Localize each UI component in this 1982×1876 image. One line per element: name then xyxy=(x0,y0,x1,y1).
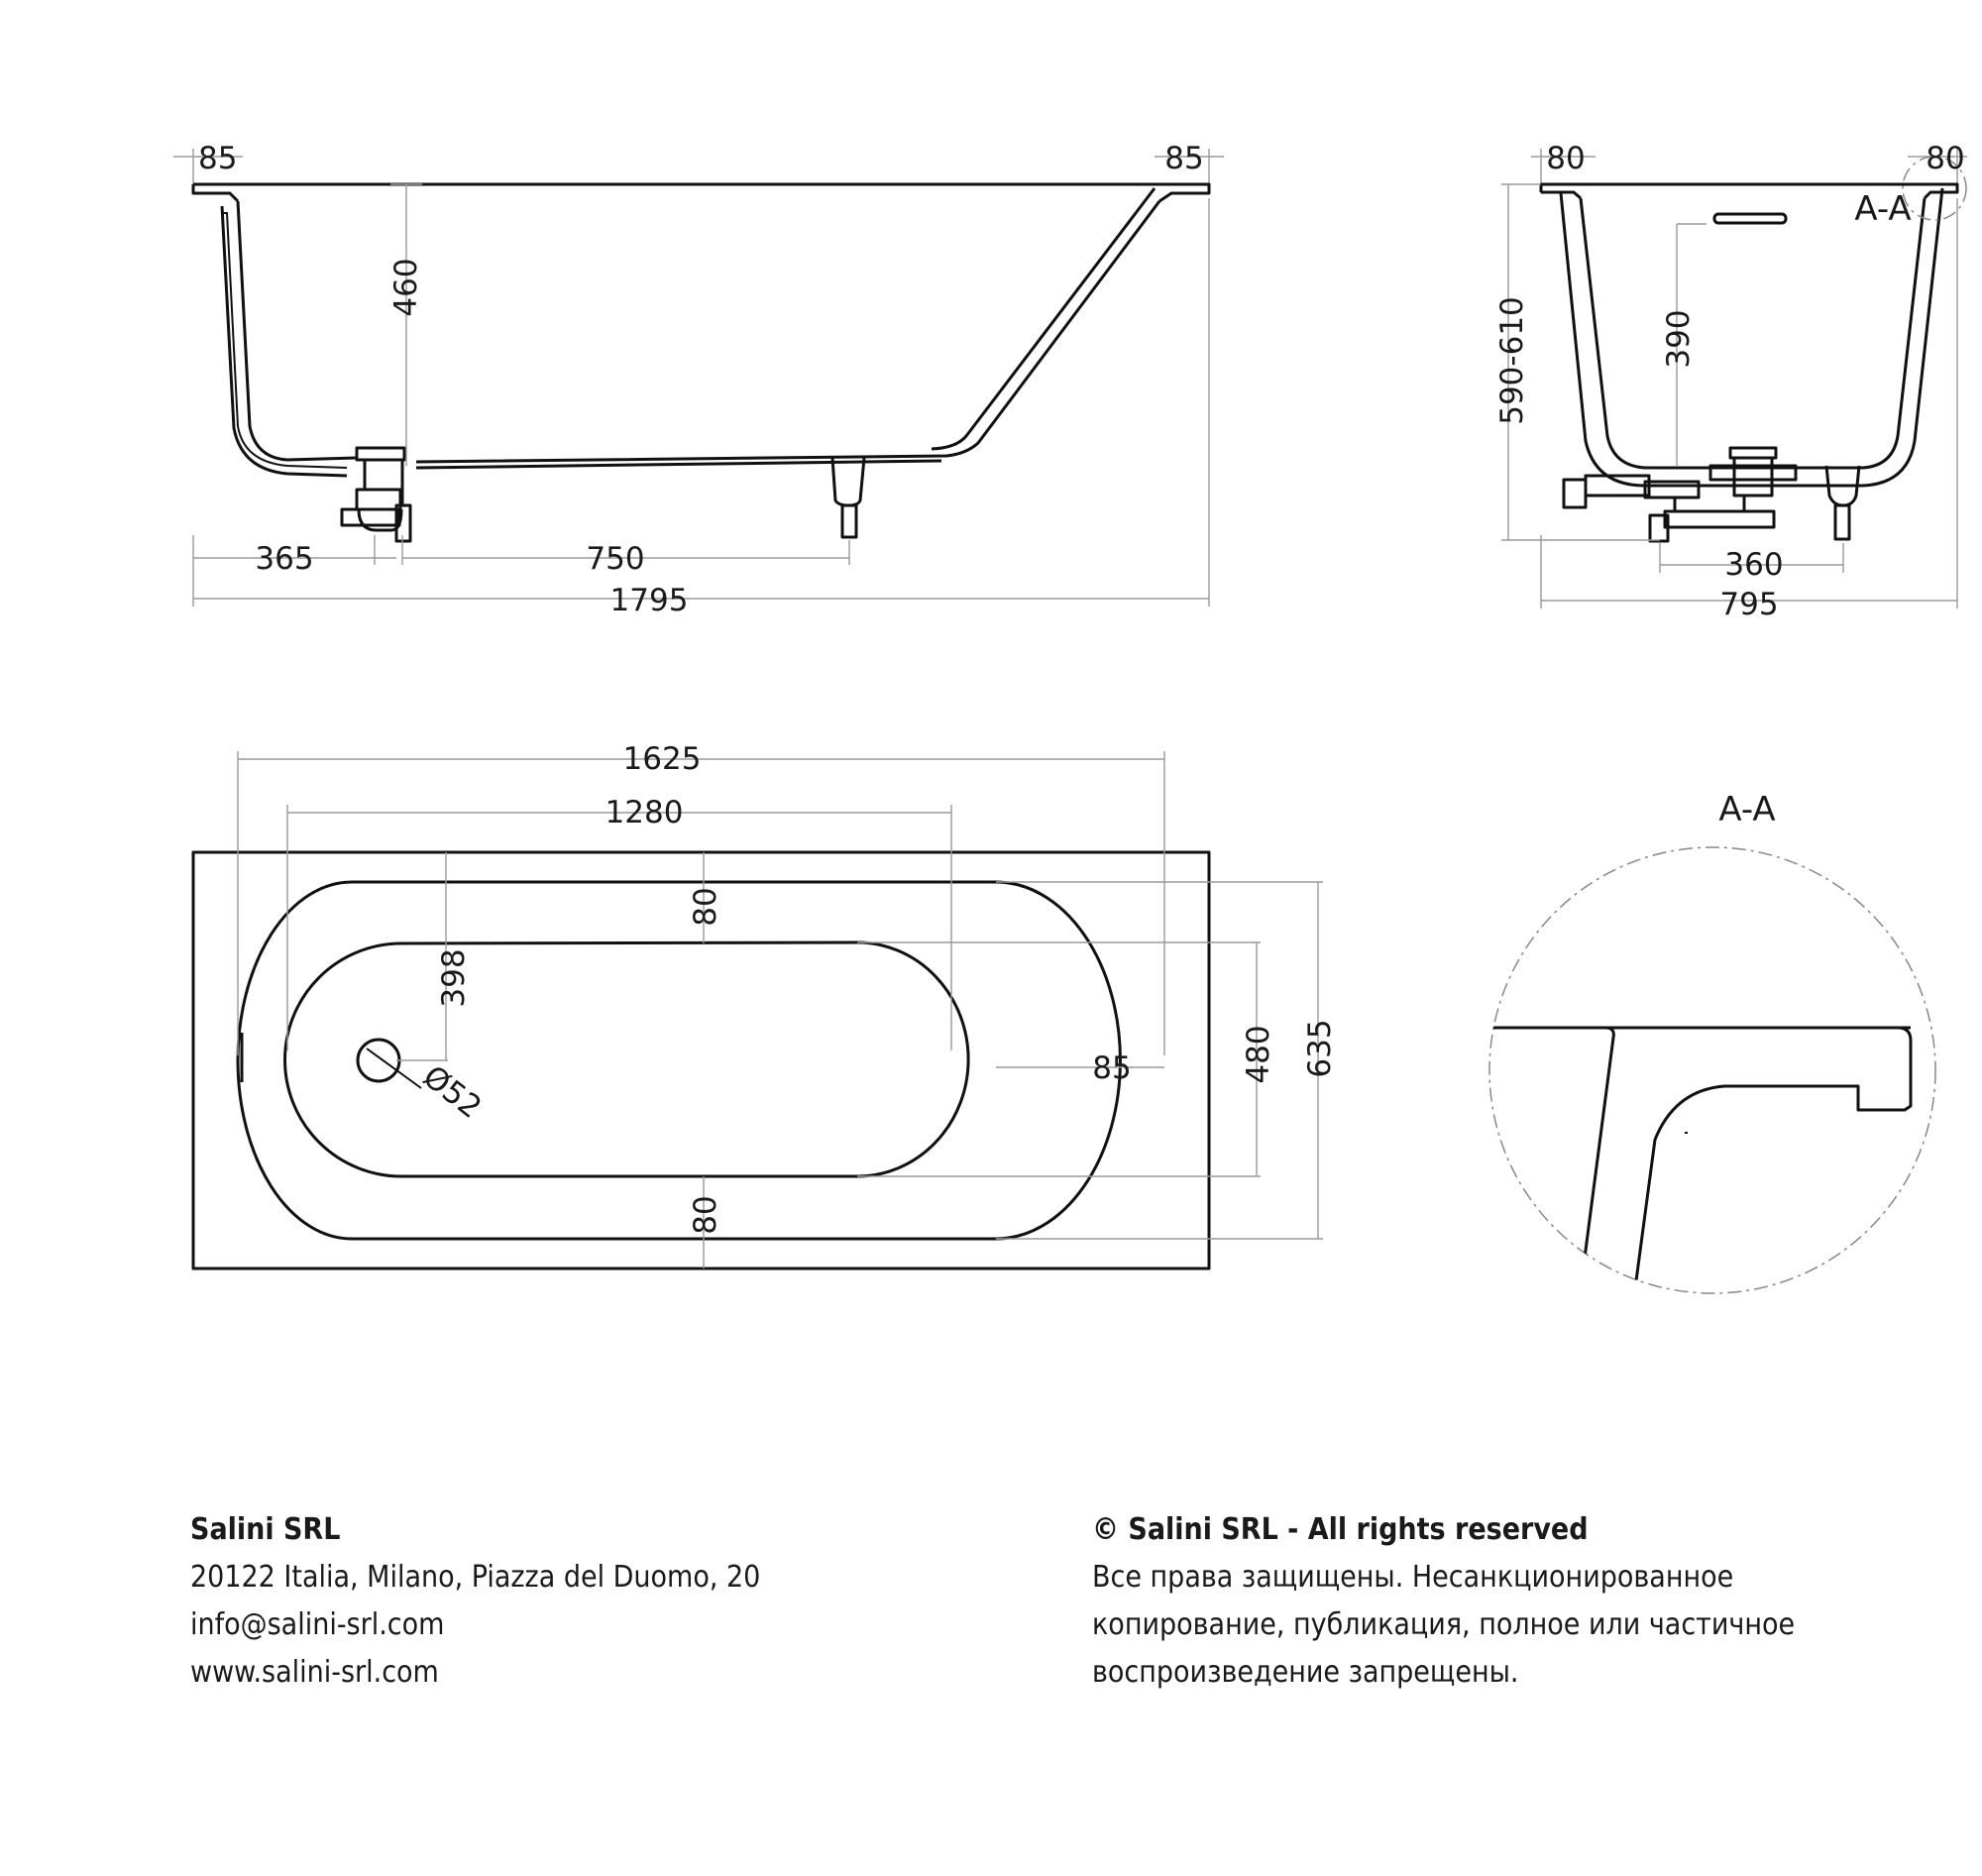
side-right-rim-dim: 85 xyxy=(1164,141,1204,176)
top-drain-offset-dim: 398 xyxy=(436,948,472,1008)
end-leg-spacing-dim: 360 xyxy=(1724,547,1784,583)
side-view xyxy=(173,141,1224,618)
side-total-length-dim: 1795 xyxy=(609,583,689,618)
top-inner-bowl-length-dim: 1280 xyxy=(605,795,684,830)
side-depth-dim: 460 xyxy=(388,258,424,317)
copyright-heading: © Salini SRL - All rights reserved xyxy=(1092,1512,1589,1547)
company-email[interactable]: info@salini-srl.com xyxy=(190,1607,445,1642)
company-address: 20122 Italia, Milano, Piazza del Duomo, 20 xyxy=(190,1560,761,1595)
top-outer-bowl-width-dim: 635 xyxy=(1302,1019,1338,1078)
top-drain-diameter-dim: Ø52 xyxy=(415,1058,489,1126)
top-outer-bowl-length-dim: 1625 xyxy=(622,741,702,777)
copyright-line-3: воспроизведение запрещены. xyxy=(1092,1655,1519,1690)
copyright-line-1: Все права защищены. Несанкционированное xyxy=(1092,1560,1734,1595)
end-total-width-dim: 795 xyxy=(1719,587,1779,622)
top-bottom-rim-dim: 80 xyxy=(688,1195,723,1235)
company-name: Salini SRL xyxy=(190,1512,341,1547)
company-info xyxy=(190,1506,760,1697)
side-drain-offset-dim: 365 xyxy=(255,541,314,577)
top-inner-width-dim: 480 xyxy=(1241,1025,1276,1084)
copyright-line-2: копирование, публикация, полное или частичное xyxy=(1092,1607,1796,1642)
end-view xyxy=(1494,141,1967,622)
top-end-rim-dim: 85 xyxy=(1092,1050,1132,1086)
end-left-rim-dim: 80 xyxy=(1546,141,1586,176)
end-depth-dim: 390 xyxy=(1661,309,1697,369)
top-view xyxy=(193,741,1338,1269)
side-left-rim-dim: 85 xyxy=(198,141,238,176)
company-website[interactable]: www.salini-srl.com xyxy=(190,1655,439,1690)
side-leg-spacing-dim: 750 xyxy=(586,541,645,577)
detail-view xyxy=(1486,790,1935,1293)
copyright-notice xyxy=(1092,1506,1795,1697)
end-right-rim-dim: 80 xyxy=(1926,141,1965,176)
end-section-label: A-A xyxy=(1854,189,1912,229)
top-top-rim-dim: 80 xyxy=(688,887,723,927)
end-height-dim: 590-610 xyxy=(1494,296,1530,425)
detail-title: A-A xyxy=(1718,790,1776,829)
